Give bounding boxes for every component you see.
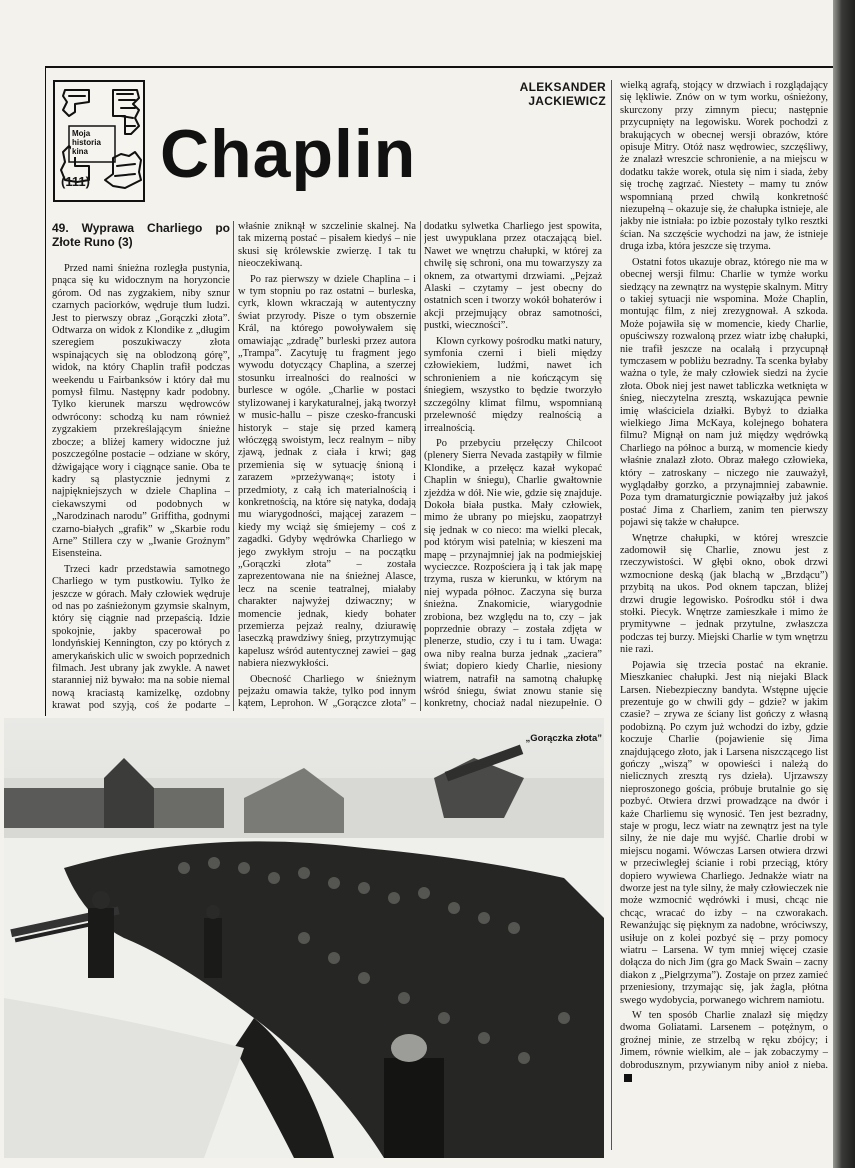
paragraph: Po raz pierwszy w dziele Chaplina – i w tym stopniu po raz ostatni – burleska, cyrk, klown wkraczają w autentyczny świat przyrody. Pisze o tym obszernie Král, na którego powoływałem się omawiając „zdradę” burleski przez autora „Trampa”. Zacytuję tu fragment jego wywodu dotyczący Chaplina, a szerzej stosunku irrealności do realności w burlesce w ogóle. „Charlie w postaci stylizowanej i karykaturalnej, jaką tworzył w music-hallu – pisze czesko-francuski historyk – staje się przed kamerą włóczęgą swoistym, lecz realnym – niby zjawą, jednak z ciała i krwi; gag przemienia się w sytuację śnioną i zarazem »przeżywaną«; istoty i przedmioty, z całą ich materialnością i konkretnością, na które się natyka, dodają mu wiarygodności, mającej zarazem – kiedy my wciąż się śmiejemy – coś z zagadki. Gdyby wędrówka Charliego w jego zwykłym stroju – na początku „Gorączki złota” – została zaprezentowana nie na śnieżnej Alasce, lecz na scenie teatralnej, miałaby charakter najwyżej dziwaczny; w momencie jednak, kiedy bohater przemierza pejzaż realny, dziurawię laseczką prawdziwy śnieg, przytrzymując kapelusz wśród autentycznej zawiei – gag nabiera niezwykłości. <box>238 273 416 670</box>
paragraph-text: W ten sposób Charlie znalazł się między dwoma Goliatami. Larsenem – potężnym, o groźnej minie, ze strzelbą w ręku zbójcy; i Jimem, równie wielkim, ale – jak zobaczymy – dobrodusznym, przywianym niby anioł z nieba. <box>620 1010 828 1071</box>
crowd-in-snow-image <box>4 718 604 1158</box>
paragraph: Trzeci kadr przedstawia samotnego Charliego w tym pustkowiu. Tylko że jeszcze w górach. Mały człowiek wędruje od nas po zaśnieżonym gzymsie skalnym, który się ciągnie nad przepaścią. Idzie spokojnie, jakby spacerował po londyńskiej Kennington, czy po których z amerykańskich ulic w swoich poprzednich filmach. Jest ubrany jak zwykle. A nawet staranniej niż bywało: ma na sobie niemal nową kraciastą kamizelkę, ozdobny krawat pod szyją, coś że podarte – <box>52 563 230 711</box>
byline <box>490 80 606 108</box>
article-title: Chaplin <box>160 116 417 192</box>
series-number: (111) <box>61 174 90 189</box>
end-of-article-mark <box>624 1074 632 1082</box>
film-still-photo <box>4 718 604 1158</box>
paragraph: Obecność Charliego w śnieżnym pejzażu omawia także, tylko pod innym kątem, Leprohon. W „Gorączce złota” – <box>238 673 416 710</box>
article-column-1 <box>52 221 230 711</box>
paragraph: Wnętrze chałupki, w której wreszcie zadomowił się Charlie, znowu jest z rzeczywistości. W głębi okno, obok drzwi wzmocnione deską (jak blachą w „Brzdącu”) przybitą na ukos. Pod oknem tapczan, bliżej drzwi drugie legowisko. Pośrodku stół i dwa stołki. Piecyk. Wnętrze zamieszkałe i mimo że prymitywne – jednak przytulne, zwłaszcza podczas tej burzy. Miejski Charlie w tym wnętrzu nie razi. <box>620 532 828 656</box>
column-divider <box>420 221 421 711</box>
series-logo-label: Moja historia kina <box>71 128 111 157</box>
article-column-3 <box>424 221 602 711</box>
article-column-4 <box>620 80 828 1140</box>
column-divider <box>233 221 234 711</box>
paragraph <box>620 1010 828 1084</box>
author-first-name: ALEKSANDER <box>519 80 606 94</box>
paragraph: właśnie zniknął w szczelinie skalnej. Na tak mizerną postać – pisałem kiedyś – nie skusi się królewskie zwierzę. I tak tu nieoczekiwaną. <box>238 221 416 270</box>
paragraph: Pojawia się trzecia postać na ekranie. Mieszkaniec chałupki. Jest nią niejaki Black Larsen. Niebezpieczny bandyta. Wstępne ujęcie prezentuje go w chwili gdy – gdzie? w jakim czasie? – zrywa ze ściany list gończy z własną podobizną. Po czym już wchodzi do izby, gdzie koczuje Charlie (pojawienie się Jima znajdującego złoto, jak i Larsena niszczącego list gończy „wiszą” w opowieści i należą do nielicznych zresztą rys dzieła). Ujrzawszy nieproszonego gościa, próbuje brutalnie go się pozbyć. Otwiera drzwi prowadzące na dwór i każe Charliemu się wynosić. Ten jest bezradny, staje w progu, lecz wiatr na zewnątrz jest na tyle silny, że nie daje mu wyjść. Charlie drobi w miejscu nogami. Wówczas Larsen otwiera drzwi w przeciwległej ścianie i robi przeciąg, który dopiero wywiewa Charliego. Jednakże wiatr na dworze jest na tyle silny, że mały człowieczek nie może wzmocnić wędrówki i musi, chcąc nie chcąc, wracać do izby – na czworakach. Rewanżując się pięknym za nadobne, wróciwszy, usiłuje on z kolei pozbyć się – przy pomocy wiatru – Larsena. W tym mniej więcej czasie dołącza do nich Jim (gra go Mack Swain – zacny diakon z „Pielgrzyma”). Zostaje on przez zamieć przeniesiony, trzymając się, jak żagla, płótna swego wydobycia, porwanego wichrem namiotu. <box>620 659 828 1006</box>
author-last-name: JACKIEWICZ <box>528 94 606 108</box>
left-rule <box>45 66 46 716</box>
column-divider <box>611 80 612 1150</box>
paragraph: Po przebyciu przełęczy Chilcoot (plenery Sierra Nevada zastąpiły w filmie Klondike, a przełęcz kazał wykopać Chaplin w śniegu), Charlie gwałtownie zjeżdża w dół. Nie wie, gdzie się znajduje. Dokoła biała pustka. Mały człowiek, mimo że ubrany po miejsku, zaopatrzył się jednak w co nieco: ma wielki plecak, pod którym wisi patelnia; w kieszeni ma mapę – przynajmniej jak na podmiejskiej wycieczce. Rozpościera ją i tak jak mapę trzyma, rusza w kierunku, w którym na niej wypada północ. Zaczyna się burza śnieżna. Znakomicie, wiarygodnie zrobiona, bez względu na to, czy – jak poprzednie obrazy – została zdjęta w plenerze, studio, czy i tu i tam. Uwaga: owa niby realna burza jednak „zaciera” świat; dopiero kiedy Charlie, niesiony wiatrem, natrafił na samotną chałupkę wśród śniegu, świat znowu stanie się konkretny, chociaż nadal niezupełnie. O <box>424 437 602 710</box>
article-column-2 <box>238 221 416 711</box>
series-logo <box>53 80 145 202</box>
photo-caption: „Gorączka złota” <box>525 733 602 744</box>
paragraph: Przed nami śnieżna rozległa pustynia, pnąca się ku widocznym na horyzoncie górom. Od nas zygzakiem, niby sznur czarnych paciorków, wędruje tłum ludzi. Jest to pierwszy obraz „Gorączki złota”. Odtwarza on widok z Klondike z „długim szeregiem poszukiwaczy złota wspinających się na oblodzoną górę”, widok, na który Chaplin trafił podczas weekendu u Fairbanksów i który dał mu pomysł filmu. Następny kadr podobny. Tylko kierunek marszu wędrowców odwrócony: schodzą ku nam również zygzakiem przekreślającym śnieżne zbocze; a bliżej kamery widoczne już poszczególne postacie – odziane w skóry, dźwigające wory i ciągnące sanie. Oba te kadry są plastycznie jednymi z najpiękniejszych w dziele Chaplina – ciekawszymi od podobnych w „Narodzinach narodu” Griffitha, godnymi czarno-białych „grafik” w „Skarbie rodu Arne” Stillera czy w „Iwanie Groźnym” Eisensteina. <box>52 263 230 560</box>
paragraph: dodatku sylwetka Charliego jest spowita, jest uwypuklana przez otaczającą biel. Nawet we wnętrzu chałupki, w której za chwilę się schroni, ona mu towarzyszy za oknem, za otwartymi drzwiami. „Pejzaż Alaski – czytamy – jest obecny do ostatnich scen i tworzy wokół bohaterów i akcji przejmujący obraz samotności, pustki, wieczności”. <box>424 221 602 332</box>
paragraph: wielką agrafą, stojący w drzwiach i rozglądający się lękliwie. Znów on w tym worku, ośnieżony, skurczony przy zimnym piecu; następnie przycupnięty na legowisku. Worek pochodzi z brakujących w obecnej wersji obrazów, które opisuje Mitry. Otóż nasz wędrowiec, szczęśliwy, że znalazł wreszcie schronienie, a na miejscu w dodatku także worek, otula się nim i siada, żeby się trochę zagrzać. Niestety – mamy tu znów wspomnianą przed chwilą konkretność niezupełną – okazuje się, że chałupka istnieje, ale jakby nie istniała: po izbie pozostały tylko resztki ścian. Na szczęście wychodzi na jaw, że istnieje druga izba, która jeszcze się trzyma. <box>620 80 828 253</box>
section-heading: 49. Wyprawa Charliego po Złote Runo (3) <box>52 221 230 249</box>
paragraph: Ostatni fotos ukazuje obraz, którego nie ma w obecnej wersji filmu: Charlie w tymże worku siedzący na zewnątrz na występie skalnym. Mitry o takiej sytuacji nie wspomina. Może Chaplin, montując film, z niej zrezygnował. A szkoda. Może pojawiła się w momencie, kiedy Charlie, opuściwszy rozwaloną przez wiatr izbę chałupki, nie trafił jeszcze na ocalałą i przycupnął tymczasem w pobliżu bezradny. Ta scenka byłaby ważna o tyle, że mały człowiek siedzi na życie złota. Obok niej jest nawet tabliczka wetknięta w śnieg, nieczytelna zresztą, wskazująca pewnie imię właściciela działki. Bybyż to działka wielkiego Jima McKaya, kolejnego bohatera filmu? Mignął on nam już między wędrówką Charliego na północ a burzą, w momencie kiedy właśnie znalazł złoto. Obraz małego człowieka, który – zatroskany – niczego nie zauważył, wyglądałby gorzko, a przynajmniej zabawnie. Poza tym dramaturgicznie powiązałby już jakoś postać Jima z Charliem, zanim ten pierwszy pojawi się także w chałupce. <box>620 256 828 529</box>
top-rule <box>46 66 833 68</box>
scan-edge <box>833 0 855 1168</box>
paragraph: Klown cyrkowy pośrodku matki natury, symfonia czerni i bieli między człowiekiem, ludźmi, nawet ich schronieniem a nie kończącym się śniegiem, wszystko to będzie tworzyło szczególny klimat filmu, wspomnianą przelewność między realnością a irrealnością. <box>424 335 602 434</box>
